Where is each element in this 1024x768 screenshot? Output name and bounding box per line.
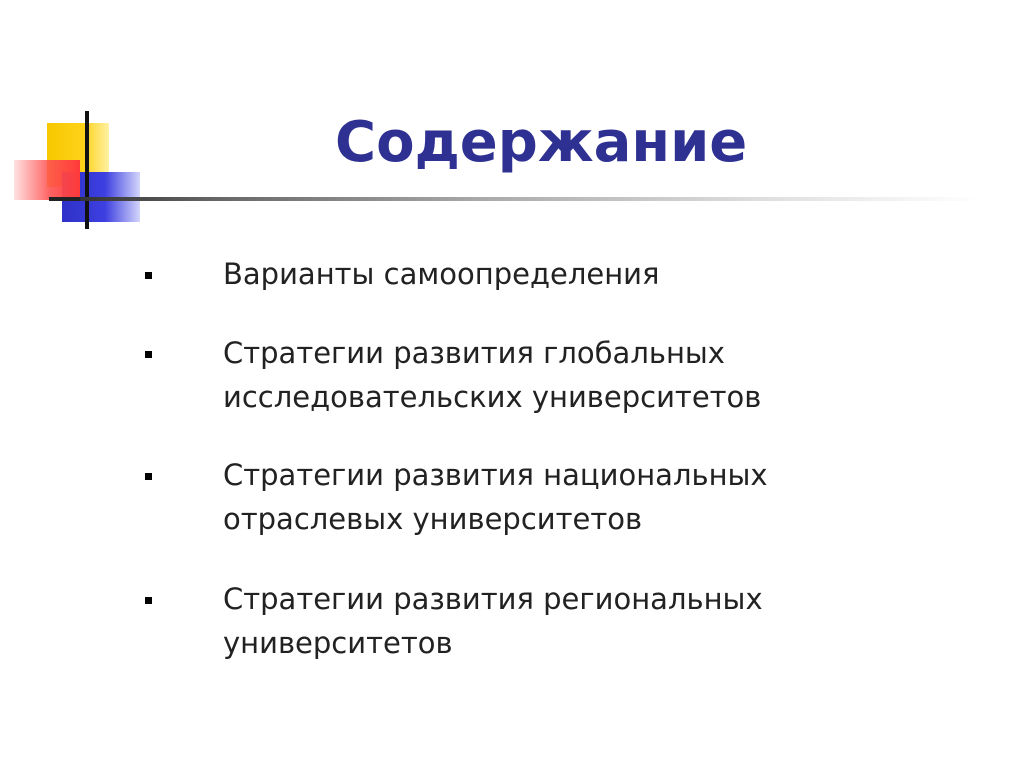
bullet-text-line: Варианты самоопределения bbox=[223, 257, 660, 291]
bullet-text-line: отраслевых университетов bbox=[223, 502, 643, 536]
decoration-vertical-line bbox=[85, 111, 89, 229]
bullet-square-icon bbox=[145, 597, 152, 604]
bullet-text-line: Стратегии развития глобальных bbox=[223, 336, 725, 370]
bullet-square-icon bbox=[145, 351, 152, 358]
bullet-square-icon bbox=[145, 272, 152, 279]
slide-title: Содержание bbox=[335, 110, 748, 175]
bullet-square-icon bbox=[145, 473, 152, 480]
bullet-text-line: Стратегии развития региональных bbox=[223, 582, 763, 616]
bullet-text-line: университетов bbox=[223, 626, 453, 660]
bullet-text-line: исследовательских университетов bbox=[223, 380, 762, 414]
corner-decoration bbox=[0, 0, 150, 240]
title-underline bbox=[80, 197, 980, 201]
decoration-red-square bbox=[14, 160, 80, 200]
bullet-text-line: Стратегии развития национальных bbox=[223, 458, 768, 492]
